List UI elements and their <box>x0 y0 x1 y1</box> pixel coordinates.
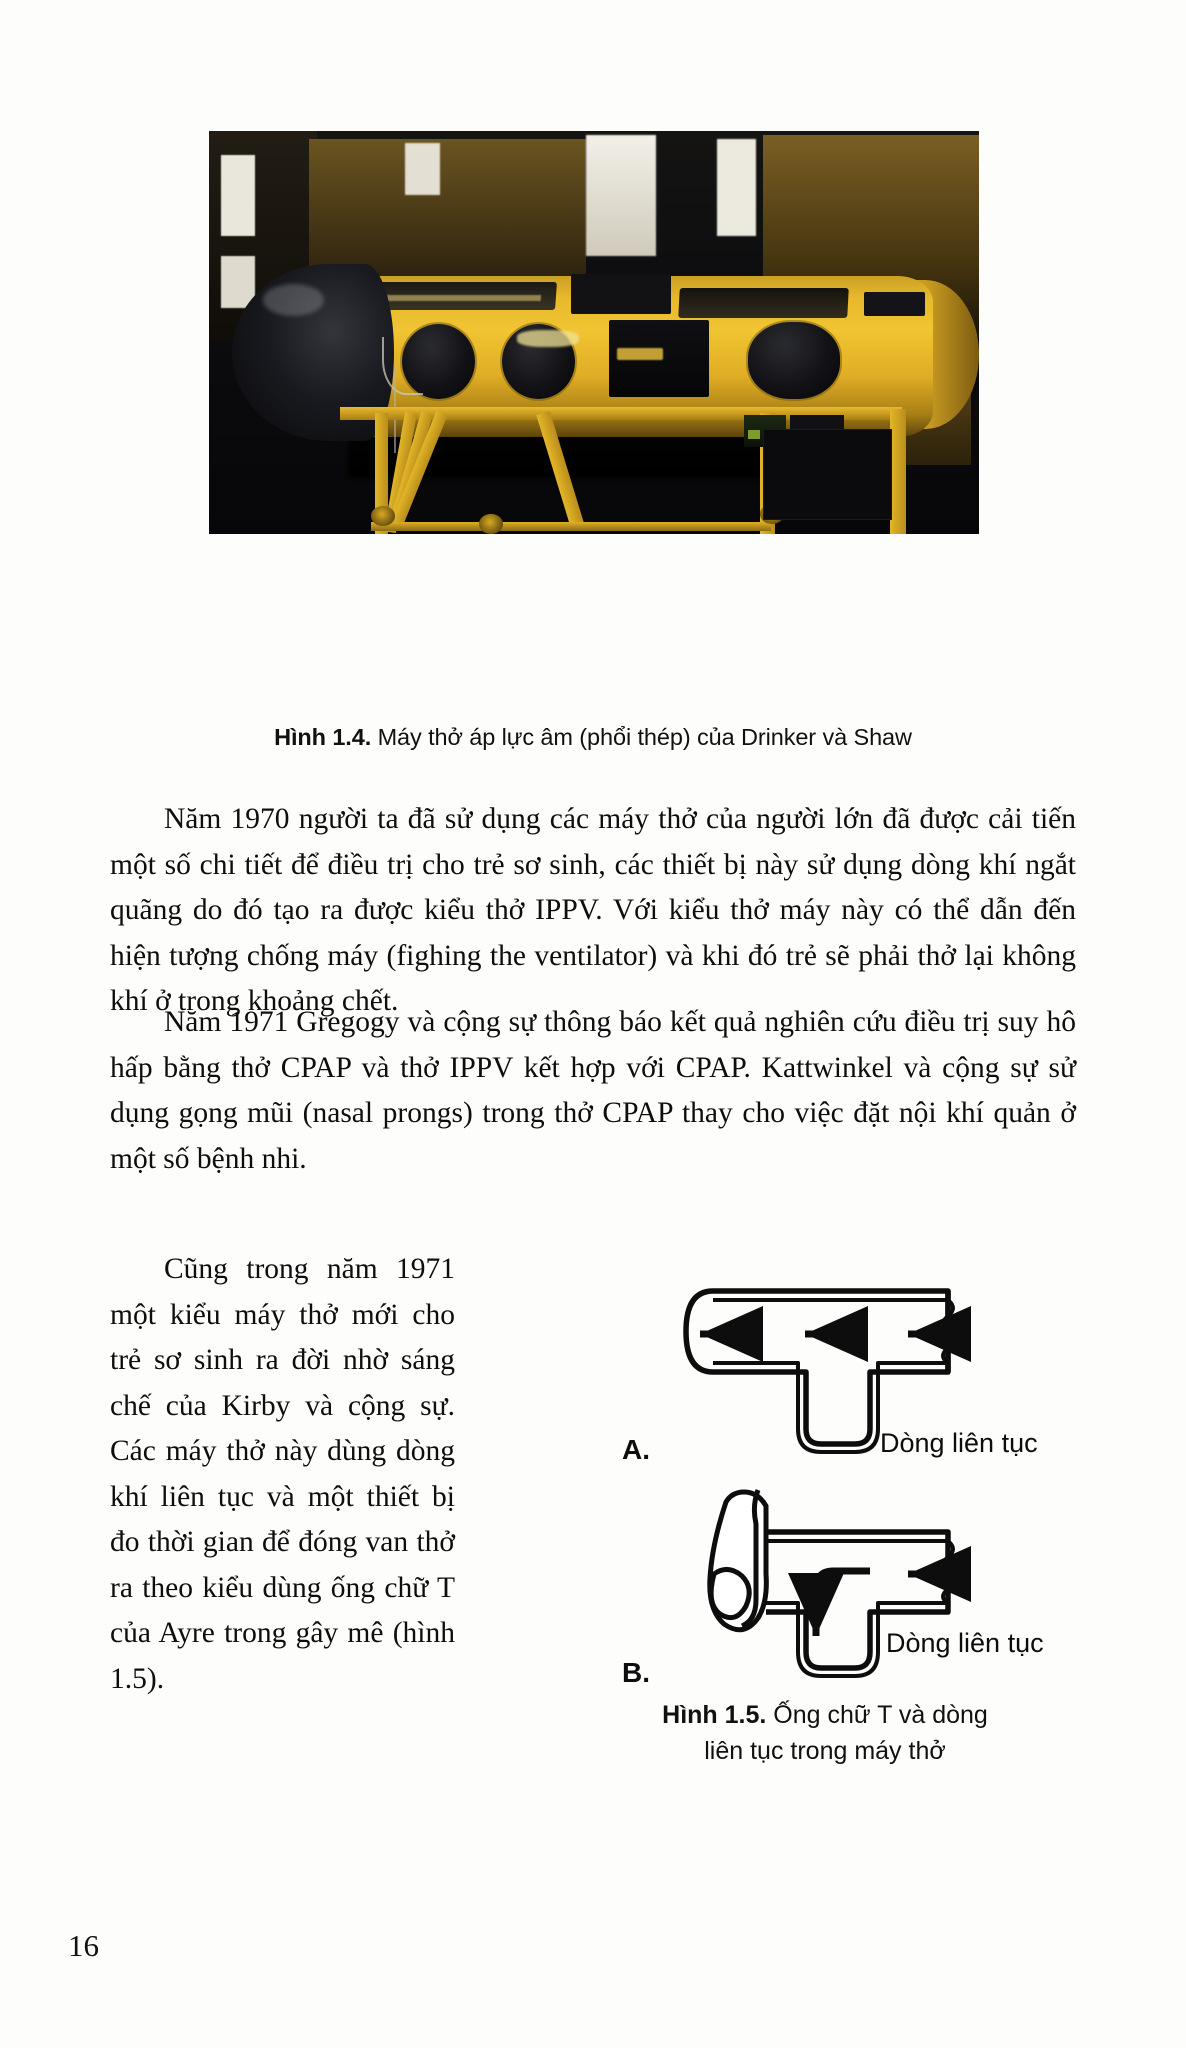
panel-b-label: B. <box>622 1657 650 1684</box>
machine-cabinet <box>763 429 892 520</box>
porthole-3 <box>748 322 840 399</box>
caster-wheel-2 <box>479 514 504 534</box>
tank-window <box>609 320 709 397</box>
figure-1-4-caption-text: Máy thở áp lực âm (phổi thép) của Drinker và Shaw <box>371 724 912 750</box>
figure-1-4-caption-label: Hình 1.4. <box>274 724 372 750</box>
window-highlight-c <box>405 143 440 195</box>
frame-leg-far <box>890 409 905 534</box>
figure-1-5 <box>608 1244 1048 1684</box>
figure-1-5-caption-line2: liên tục trong máy thở <box>704 1737 946 1765</box>
panel-b-flow-label: Dòng liên tục <box>886 1628 1044 1658</box>
panel-b-arrow-down <box>816 1571 870 1636</box>
panel-a-flow-label: Dòng liên tục <box>880 1428 1038 1458</box>
tank-hatch-strip-2 <box>571 274 671 314</box>
tank-hatch-strip-1 <box>370 282 557 310</box>
caster-wheel-1 <box>371 506 396 526</box>
page-number: 16 <box>68 1928 99 1963</box>
iron-lung-photograph <box>209 131 979 534</box>
tank-hatch-strip-3 <box>678 288 849 318</box>
window-highlight-e <box>717 139 756 236</box>
figure-1-5-caption-label: Hình 1.5. <box>662 1701 767 1729</box>
panel-a-label: A. <box>622 1434 650 1465</box>
paragraph-1971-kirby: Cũng trong năm 1971 một kiểu máy thở mới cho trẻ sơ sinh ra đời nhờ sáng chế của Kirby và cộng sự. Các máy thở này dùng dòng khí liên tục và một thiết bị đo thời gian để đóng van thở ra theo kiểu dùng ống chữ T của Ayre trong gây mê (hình 1.5). <box>110 1253 455 1695</box>
panel-a-tube-outer <box>686 1291 948 1444</box>
tank-hatch-strip-4 <box>864 292 926 316</box>
figure-1-4-caption <box>0 724 1186 751</box>
figure-1-4 <box>209 131 979 534</box>
porthole-glint <box>517 330 579 346</box>
paragraph-1970: Năm 1970 người ta đã sử dụng các máy thở của người lớn đã được cải tiến một số chi tiết để điều trị cho trẻ sơ sinh, các thiết bị này sử dụng dòng khí ngắt quãng do đó tạo ra được kiểu thở IPPV. Với kiểu thở máy này có thể dẫn đến hiện tượng chống máy (fighing the ventilator) và khi đó trẻ sẽ phải thở lại không khí ở trong khoảng chết. <box>110 803 1076 1017</box>
t-piece-diagram <box>608 1244 1048 1684</box>
figure-1-5-caption-text: Ống chữ T và dòng <box>766 1701 988 1729</box>
figure-1-5-caption <box>590 1697 1060 1769</box>
paragraph-1971-gregogy: Năm 1971 Gregogy và cộng sự thông báo kết quả nghiên cứu điều trị suy hô hấp bằng thở CPAP và thở IPPV kết hợp với CPAP. Kattwinkel và cộng sự sử dụng gọng mũi (nasal prongs) trong thở CPAP thay cho việc đặt nội khí quản ở một số bệnh nhi. <box>110 1006 1076 1175</box>
frame-crossbar <box>371 522 771 531</box>
window-highlight-a <box>221 155 256 236</box>
window-highlight-d <box>586 135 655 256</box>
fingernail <box>711 1569 749 1617</box>
